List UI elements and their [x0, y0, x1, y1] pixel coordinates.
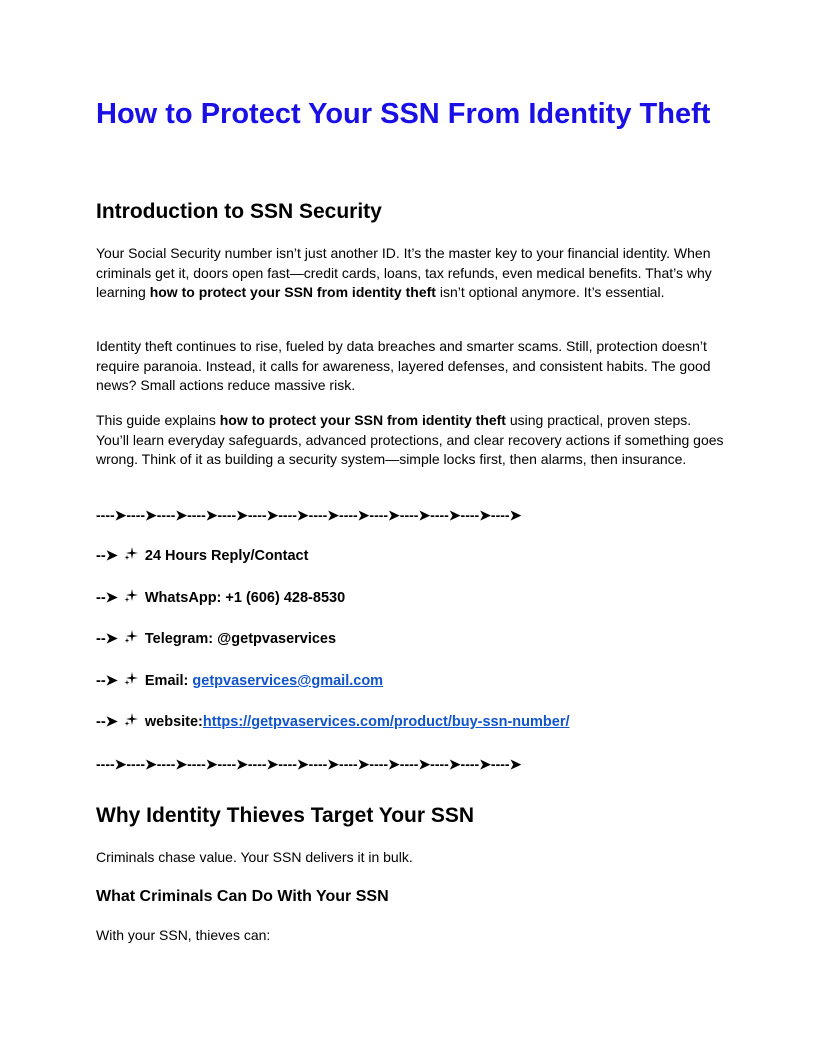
intro-p3-text: This guide explains [96, 412, 220, 428]
contact-email-label: Email: [144, 673, 193, 689]
contact-website-label: website: [144, 714, 203, 730]
why-heading: Why Identity Thieves Target Your SSN [96, 804, 475, 827]
intro-p1-end: isn’t optional anymore. It’s essential. [435, 284, 665, 300]
arrow-prefix: --➤ [96, 548, 118, 564]
contact-hours-text: 24 Hours Reply/Contact [144, 548, 309, 564]
intro-paragraph-1 [96, 244, 726, 303]
contact-line-telegram [96, 629, 726, 649]
arrow-divider-top: ----➤----➤----➤----➤----➤----➤----➤----➤----➤----➤----➤----➤----➤----➤ [96, 507, 522, 523]
contact-telegram-text: Telegram: @getpvaservices [144, 631, 337, 647]
contact-line-website [96, 712, 726, 732]
intro-p1-text: Your Social Security number isn’t just another ID. It’s the master key to your financial identity. When criminals get it, doors open fast—credit cards, loans, tax refunds, even medical benefits. That’s why learning [96, 245, 712, 300]
intro-paragraph-3 [96, 411, 726, 470]
contact-line-hours [96, 546, 726, 566]
intro-paragraph-2: Identity theft continues to rise, fueled by data breaches and smarter scams. Still, protection doesn’t require paranoia. Instead, it calls for awareness, layered defenses, and consistent habits. The good news? Small actions reduce massive risk. [96, 338, 711, 393]
arrow-divider-bottom: ----➤----➤----➤----➤----➤----➤----➤----➤----➤----➤----➤----➤----➤----➤ [96, 756, 522, 772]
email-link[interactable]: getpvaservices@gmail.com [192, 673, 384, 689]
sparkle-icon [123, 671, 139, 687]
why-paragraph-1: Criminals chase value. Your SSN delivers it in bulk. [96, 849, 413, 865]
sparkle-icon [123, 712, 139, 728]
intro-p3-bold: how to protect your SSN from identity theft [219, 412, 506, 428]
sparkle-icon [123, 546, 139, 562]
sparkle-icon [123, 629, 139, 645]
arrow-prefix: --➤ [96, 631, 118, 647]
intro-p1-bold: how to protect your SSN from identity theft [149, 284, 436, 300]
intro-p3-end: using practical, proven steps. You’ll learn everyday safeguards, advanced protections, and clear recovery actions if something goes wrong. Think of it as building a security system—simple locks first, then alarms, then insurance. [96, 412, 724, 467]
arrow-prefix: --➤ [96, 714, 118, 730]
contact-line-email [96, 671, 726, 691]
contact-whatsapp-text: WhatsApp: +1 (606) 428-8530 [144, 590, 346, 606]
arrow-prefix: --➤ [96, 590, 118, 606]
intro-heading: Introduction to SSN Security [96, 200, 382, 223]
criminals-subheading: What Criminals Can Do With Your SSN [96, 888, 389, 905]
contact-line-whatsapp [96, 588, 726, 608]
arrow-prefix: --➤ [96, 673, 118, 689]
why-paragraph-2: With your SSN, thieves can: [96, 927, 271, 943]
sparkle-icon [123, 588, 139, 604]
website-link[interactable]: https://getpvaservices.com/product/buy-ssn-number/ [202, 714, 570, 730]
document-title: How to Protect Your SSN From Identity Theft [96, 98, 711, 130]
